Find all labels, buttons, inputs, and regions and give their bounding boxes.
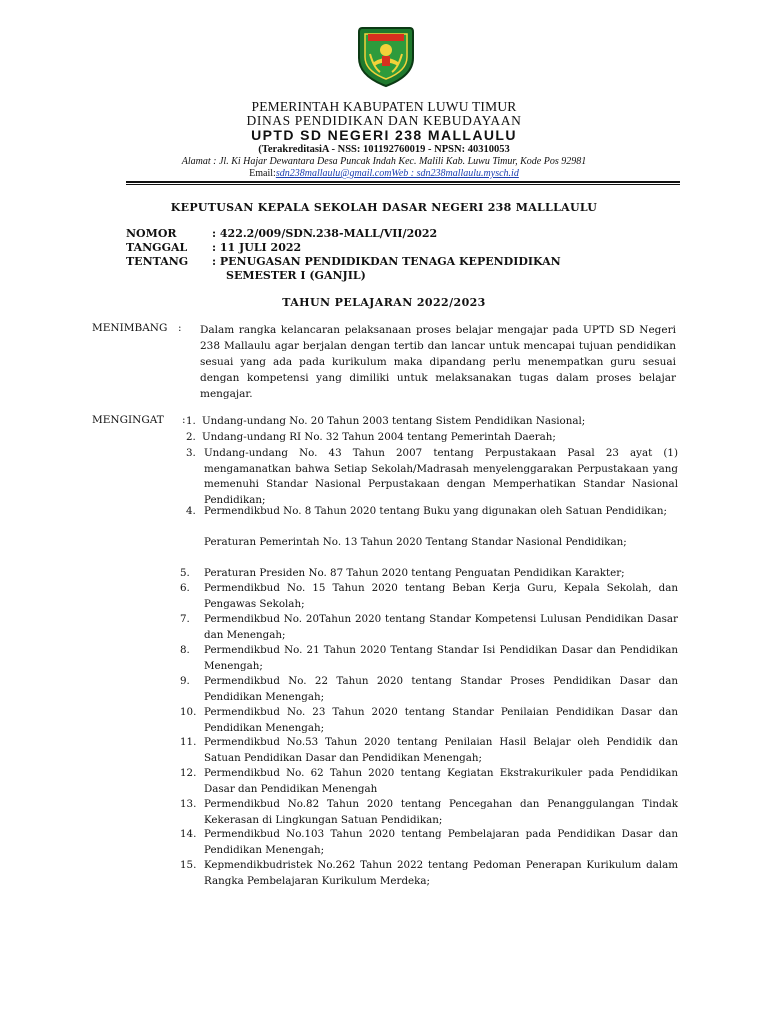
tentang-value-2: SEMESTER I (GANJIL) (226, 269, 366, 282)
web-link[interactable]: Web : sdn238mallaulu.mysch.id (391, 168, 519, 179)
mengingat-colon: : (182, 414, 186, 426)
regency-emblem-logo (356, 24, 416, 88)
nomor-value: : 422.2/009/SDN.238-MALL/VII/2022 (212, 227, 438, 240)
kop-rule-thin (126, 184, 680, 185)
tentang-value: : PENUGASAN PENDIDIKDAN TENAGA KEPENDIDIKAN (212, 255, 561, 268)
tanggal-value: : 11 JULI 2022 (212, 241, 302, 254)
menimbang-colon: : (178, 322, 182, 334)
kop-accreditation: (TerakreditasiA - NSS: 101192760019 - NPSN: 40310053 (258, 144, 510, 155)
kop-dinas: DINAS PENDIDIKAN DAN KEBUDAYAAN (246, 113, 522, 128)
nomor-label: NOMOR (126, 227, 177, 240)
email-label: Email: (249, 168, 276, 179)
menimbang-label: MENIMBANG (92, 322, 168, 334)
kop-school-name: UPTD SD NEGERI 238 MALLAULU (251, 127, 517, 143)
document-page: PEMERINTAH KABUPATEN LUWU TIMUR DINAS PENDIDIKAN DAN KEBUDAYAAN UPTD SD NEGERI 238 MALLAULU (TerakreditasiA - NSS: 101192760019 - NPSN: 40310053 Alamat : Jl. Ki Hajar Dewantara Desa Puncak Indah Kec. Malili Kab. Luwu Timur, Kode Pos 92981 Email:sdn238mallaulu@gmail.comWeb : sdn238mallaulu.mysch.id KEPUTUSAN KEPALA SEKOLAH DASAR NEGERI 238 MALLLAULU NOMOR : 422.2/009/SDN.238-MALL/VII/2022 TANGGAL : 11 JULI 2022 TENTANG : PENUGASAN PENDIDIKDAN TENAGA KEPENDIDIKAN SEMESTER I (GANJIL) TAHUN PELAJARAN 2022/2023 MENIMBANG : Dalam rangka kelancaran pelaksanaan proses belajar mengajar pada UPTD SD Negeri 238 Mallaulu agar berjalan dengan tertib dan lancar untuk mencapai tujuan pendidikan sesuai yang ada pada kurikulum maka dipandang perlu menempatkan guru sesuai dengan kompetensi yang dimiliki untuk melaksanakan tugas dalam proses belajar mengajar. MENGINGAT : 1. Undang-undang No. 20 Tahun 2003 tentang Sistem Pendidikan Nasional; 2. Undang-undang RI No. 32 Tahun 2004 tentang Pemerintah Daerah; 3. Undang-undang No. 43 Tahun 2007 tentang Perpustakaan Pasal 23 ayat (1) mengamanatkan bahwa Setiap Sekolah/Madrasah menyelenggarakan Perpustakaan yang memenuhi Standar Nasional Perpustakaan dengan Memperhatikan Standar Nasional Pendidikan; 4. Permendikbud No. 8 Tahun 2020 tentang Buku yang digunakan oleh Satuan Pendidikan; Peraturan Pemerintah No. 13 Tahun 2020 Tentang Standar Nasional Pendidikan; 5. Peraturan Presiden No. 87 Tahun 2020 tentang Penguatan Pendidikan Karakter; 6. Permendikbud No. 15 Tahun 2020 tentang Beban Kerja Guru, Kepala Sekolah, dan Pengawas Sekolah; 7. Permendikbud No. 20Tahun 2020 tentang Standar Kompetensi Lulusan Pendidikan Dasar dan Menengah; 8. Permendikbud No. 21 Tahun 2020 Tentang Standar Isi Pendidikan Dasar dan Pendidikan Menengah; 9. Permendikbud No. 22 Tahun 2020 tentang Standar Proses Pendidikan Dasar dan Pendidikan Menengah; 10. Permendikbud No. 23 Tahun 2020 tentang Standar Penilaian Pendidikan Dasar dan Pendidikan Menengah; 11. Permendikbud No.53 Tahun 2020 tentang Penilaian Hasil Belajar oleh Pendidik dan Satuan Pendidikan Dasar dan Pendidikan Menengah; 12. Permendikbud No. 62 Tahun 2020 tentang Kegiatan Ekstrakurikuler pada Pendidikan Dasar dan Pendidikan Menengah 13. Permendikbud No.82 Tahun 2020 tentang Pencegahan dan Penanggulangan Tindak Kekerasan di Lingkungan Satuan Pendidikan; 14. Permendikbud No.103 Tahun 2020 tentang Pembelajaran pada Pendidikan Dasar dan Pendidikan Menengah; 15. Kepmendikbudristek No.262 Tahun 2022 tentang Pedoman Penerapan Kurikulum dalam Rangka Pembelajaran Kurikulum Merdeka; (0, 0, 768, 1024)
document-title: KEPUTUSAN KEPALA SEKOLAH DASAR NEGERI 238 MALLLAULU (170, 201, 598, 214)
email-link[interactable]: sdn238mallaulu@gmail.com (275, 168, 392, 179)
kop-rule-thick (126, 181, 680, 183)
tanggal-label: TANGGAL (126, 241, 188, 254)
kop-pemerintah: PEMERINTAH KABUPATEN LUWU TIMUR (251, 99, 517, 114)
menimbang-text: Dalam rangka kelancaran pelaksanaan proses belajar mengajar pada UPTD SD Negeri 238 Mallaulu agar berjalan dengan tertib dan lancar untuk mencapai tujuan pendidikan sesuai yang ada pada kurikulum maka dipandang perlu menempatkan guru sesuai dengan kompetensi yang dimiliki untuk melaksanakan tugas dalam proses belajar mengajar. (200, 324, 676, 400)
kop-address: Alamat : Jl. Ki Hajar Dewantara Desa Puncak Indah Kec. Malili Kab. Luwu Timur, Kode Pos 92981 (181, 156, 587, 167)
tentang-label: TENTANG (126, 255, 189, 268)
tahun-pelajaran: TAHUN PELAJARAN 2022/2023 (282, 296, 486, 309)
kop-contact (0, 169, 768, 179)
mengingat-label: MENGINGAT (92, 414, 164, 426)
